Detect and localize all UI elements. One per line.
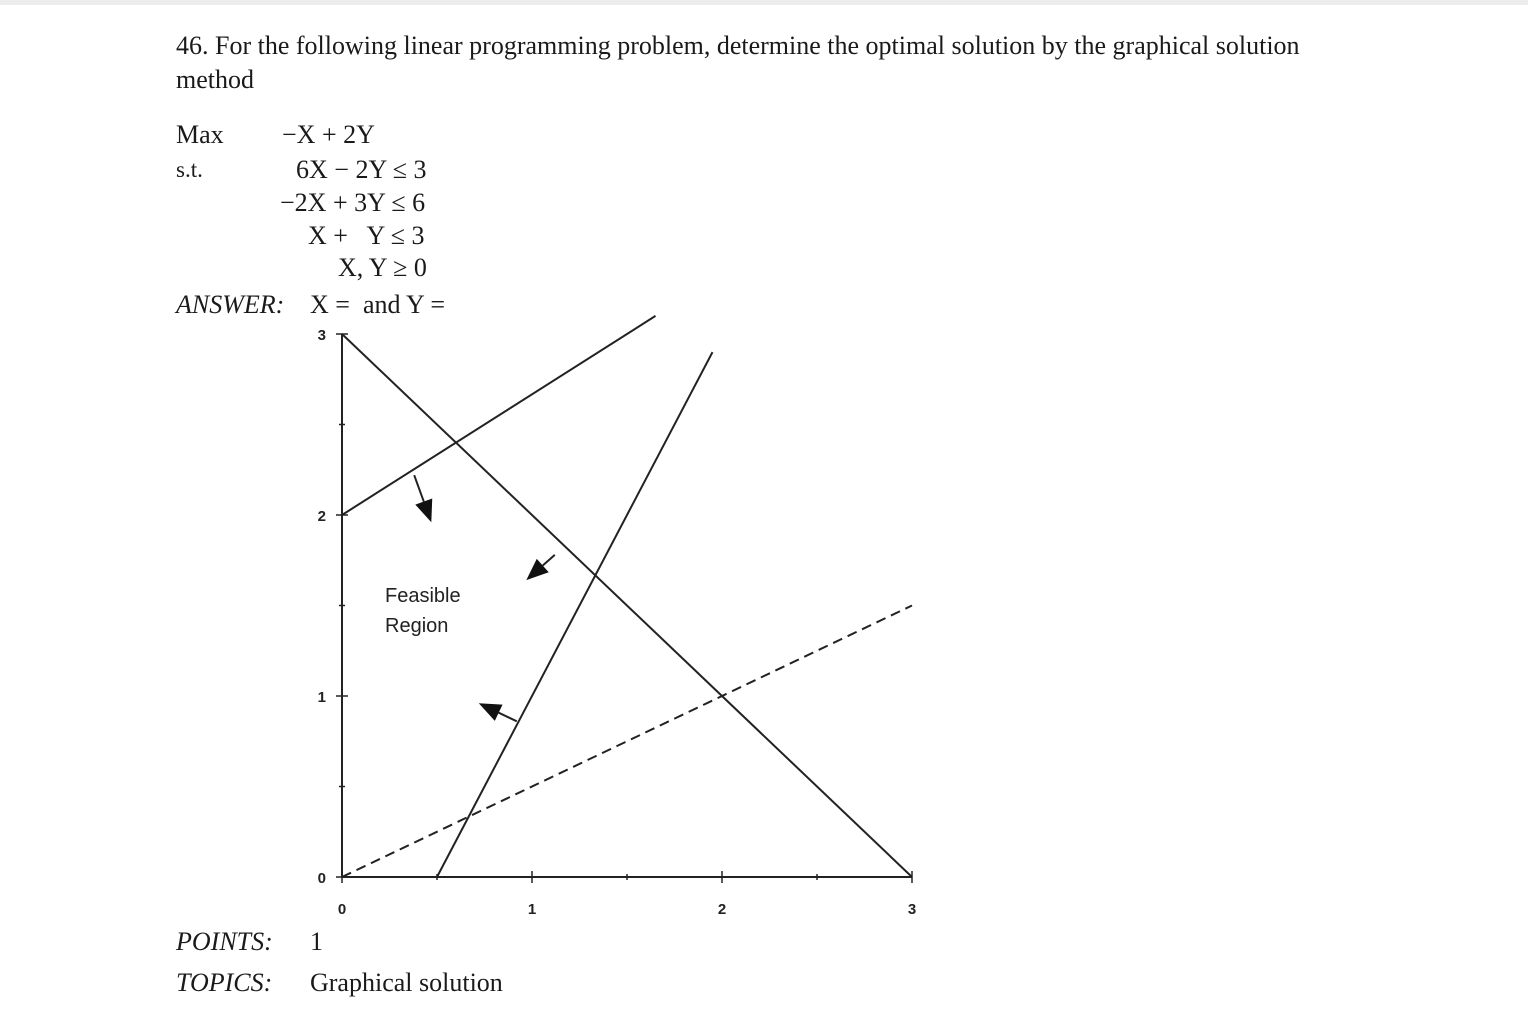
objective-line: [342, 606, 912, 878]
constraint-3: X + Y ≤ 3: [308, 221, 425, 250]
axes: [336, 334, 912, 883]
question-text: 46. For the following linear programming problem, determine the optimal solution by the graphical solution method: [176, 31, 1300, 94]
points-value: 1: [310, 927, 323, 956]
topics-value: Graphical solution: [310, 968, 503, 997]
objective-function: −X + 2Y: [282, 120, 375, 149]
top-border: [0, 0, 1528, 5]
x-tick-label: 0: [337, 901, 347, 918]
arrow-head: [479, 703, 503, 721]
points-label: POINTS:: [176, 927, 273, 956]
feasible-region-graph: [300, 315, 940, 925]
answer-label: ANSWER:: [176, 290, 285, 319]
answer-text: X = and Y =: [310, 290, 445, 319]
arrow-shaft: [499, 713, 517, 722]
y-tick-label: 1: [317, 689, 326, 706]
arrow-head: [415, 498, 432, 522]
y-tick-label: 0: [317, 870, 326, 887]
topics-label: TOPICS:: [176, 968, 273, 997]
x-tick-label: 3: [907, 901, 917, 918]
constraint-line-3: [437, 352, 713, 877]
feasible-region-label-line1: Feasible: [385, 585, 461, 607]
feasible-region-label-line2: Region: [385, 615, 449, 637]
constraint-2: −2X + 3Y ≤ 6: [280, 188, 426, 217]
constraint-line-1: [342, 316, 656, 515]
max-label: Max: [176, 120, 224, 149]
constraint-1: 6X − 2Y ≤ 3: [296, 155, 427, 184]
subject-to-label: s.t.: [176, 157, 203, 182]
y-tick-label: 2: [317, 508, 326, 525]
arrow-shaft: [414, 475, 424, 501]
y-tick-label: 3: [317, 327, 326, 344]
x-tick-label: 2: [717, 901, 727, 918]
x-tick-label: 1: [527, 901, 537, 918]
constraint-nonneg: X, Y ≥ 0: [338, 253, 427, 282]
arrow-shaft: [543, 555, 555, 566]
